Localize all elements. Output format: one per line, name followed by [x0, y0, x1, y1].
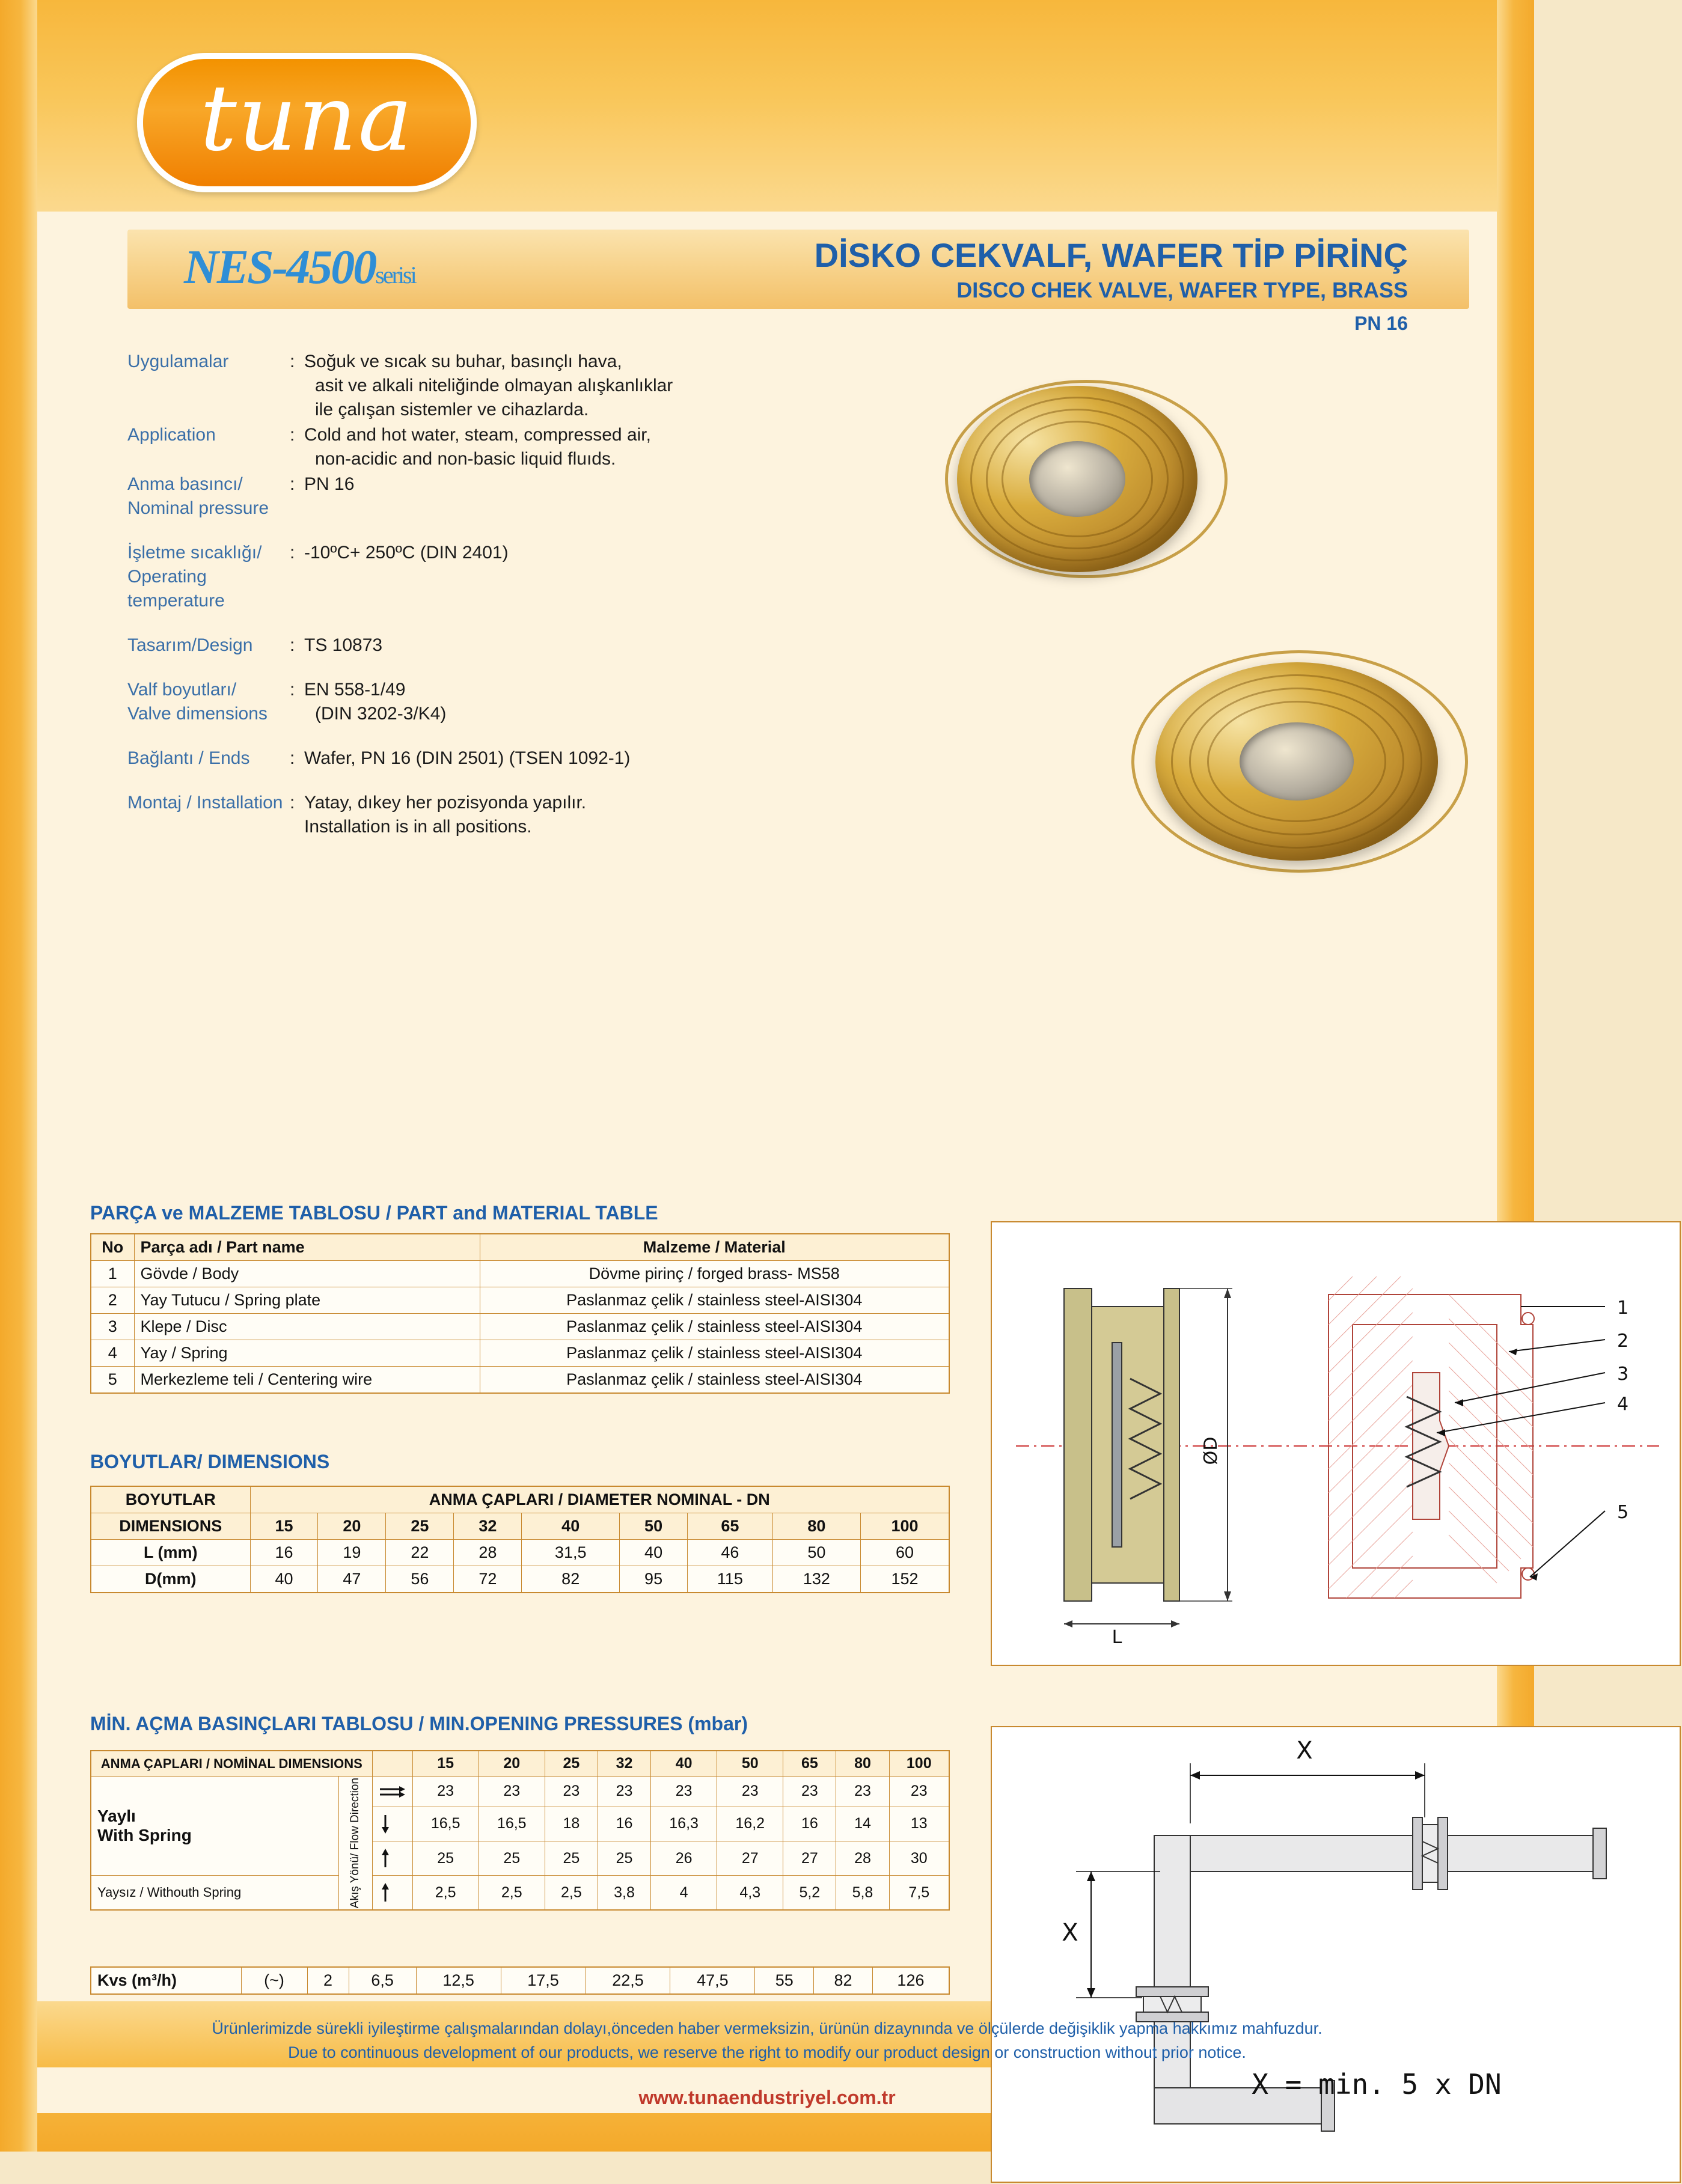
cell-value: 22,5 — [586, 1967, 670, 1994]
column-header-dn-span: ANMA ÇAPLARI / DIAMETER NOMINAL - DN — [250, 1486, 949, 1513]
cell-value: 27 — [717, 1841, 783, 1876]
spec-value-line: Cold and hot water, steam, compressed air, — [304, 425, 651, 445]
row-label-d: D(mm) — [91, 1566, 250, 1593]
specifications-list — [127, 350, 969, 843]
kvs-label: Kvs (m³/h) — [91, 1967, 241, 1994]
spec-colon: : — [290, 680, 295, 700]
spec-label: Application — [127, 425, 216, 445]
dimensions-table-title: BOYUTLAR/ DIMENSIONS — [90, 1451, 330, 1472]
cell-value: 115 — [688, 1566, 773, 1593]
cell-material: Dövme pirinç / forged brass- MS58 — [480, 1261, 949, 1287]
cell-value: 55 — [755, 1967, 814, 1994]
column-header-no: No — [91, 1234, 134, 1261]
cell-value: 16,5 — [412, 1807, 479, 1841]
table-header-row — [91, 1234, 949, 1261]
cell-value: 16,3 — [651, 1807, 717, 1841]
cell-value: 23 — [545, 1777, 598, 1807]
spec-value — [304, 423, 905, 471]
spec-value: Wafer, PN 16 (DIN 2501) (TSEN 1092-1) — [304, 748, 631, 768]
cell-value: 28 — [454, 1540, 522, 1566]
cell-value: 126 — [872, 1967, 949, 1994]
cell-part-name: Yay / Spring — [134, 1340, 480, 1367]
column-header-material: Malzeme / Material — [480, 1234, 949, 1261]
column-header-part-name: Parça adı / Part name — [134, 1234, 480, 1261]
cell-value: 46 — [688, 1540, 773, 1566]
spec-value-line: Soğuk ve sıcak su buhar, basınçlı hava, — [304, 352, 622, 371]
cell-value: 17,5 — [501, 1967, 586, 1994]
corner-label-dimensions: DIMENSIONS — [91, 1513, 250, 1540]
flow-label-line: Flow Direction — [349, 1778, 362, 1850]
table-row — [91, 1261, 949, 1287]
cell-value: 13 — [889, 1807, 949, 1841]
cell-no: 1 — [91, 1261, 134, 1287]
table-row — [91, 1314, 949, 1340]
cell-value: 40 — [620, 1540, 688, 1566]
valve-photo-small — [1155, 662, 1438, 861]
cell-dn: 20 — [479, 1751, 545, 1777]
logo-text: tuna — [200, 64, 414, 171]
cell-value: 16 — [250, 1540, 318, 1566]
cell-value: 2,5 — [412, 1876, 479, 1911]
cell-part-name: Klepe / Disc — [134, 1314, 480, 1340]
table-row — [91, 1876, 949, 1911]
group-label-line: With Spring — [97, 1826, 192, 1845]
spec-label: Uygulamalar — [127, 352, 229, 371]
cell-value: 23 — [412, 1777, 479, 1807]
cell-value: 4,3 — [717, 1876, 783, 1911]
cell-dn: 40 — [651, 1751, 717, 1777]
cell-value: 19 — [318, 1540, 386, 1566]
spec-colon: : — [290, 793, 295, 813]
cell-material: Paslanmaz çelik / stainless steel-AISI304 — [480, 1314, 949, 1340]
cell-no: 3 — [91, 1314, 134, 1340]
series-prefix: NES — [184, 241, 272, 294]
part-material-table — [90, 1233, 950, 1394]
min-opening-pressure-table — [90, 1750, 950, 1911]
product-title-en: DISCO CHEK VALVE, WAFER TYPE, BRASS — [956, 278, 1408, 302]
spacer-cell — [372, 1751, 412, 1777]
spec-label-line: Valf boyutları/ — [127, 680, 237, 700]
table-header-row — [91, 1486, 949, 1513]
cell-value: 82 — [814, 1967, 873, 1994]
svg-text:X: X — [1062, 1919, 1078, 1947]
cell-dn: 65 — [783, 1751, 836, 1777]
table-row — [91, 1340, 949, 1367]
cell-value: 7,5 — [889, 1876, 949, 1911]
svg-text:4: 4 — [1617, 1394, 1629, 1415]
cell-value: 60 — [860, 1540, 949, 1566]
cell-value: 25 — [479, 1841, 545, 1876]
cell-value: 47 — [318, 1566, 386, 1593]
cell-value: 31,5 — [522, 1540, 620, 1566]
cell-value: 82 — [522, 1566, 620, 1593]
spec-value-line: Yatay, dıkey her pozisyonda yapılır. — [304, 793, 587, 813]
row-label-l: L (mm) — [91, 1540, 250, 1566]
table-row — [91, 1967, 949, 1994]
cell-value: 72 — [454, 1566, 522, 1593]
cell-dn: 50 — [717, 1751, 783, 1777]
cell-part-name: Merkezleme teli / Centering wire — [134, 1367, 480, 1394]
cell-value: 23 — [598, 1777, 650, 1807]
cell-value: 132 — [772, 1566, 860, 1593]
cell-material: Paslanmaz çelik / stainless steel-AISI304 — [480, 1340, 949, 1367]
cell-value: 23 — [651, 1777, 717, 1807]
cell-material: Paslanmaz çelik / stainless steel-AISI304 — [480, 1287, 949, 1314]
arrow-up-icon — [372, 1876, 412, 1911]
spec-colon: : — [290, 748, 295, 768]
cell-no: 2 — [91, 1287, 134, 1314]
cell-value: 30 — [889, 1841, 949, 1876]
cell-dn: 100 — [860, 1513, 949, 1540]
cell-value: 4 — [651, 1876, 717, 1911]
spec-label: Bağlantı / Ends — [127, 748, 250, 768]
spec-row — [127, 633, 969, 657]
cell-dn: 15 — [412, 1751, 479, 1777]
spec-value-line: ile çalışan sistemler ve cihazlarda. — [315, 400, 589, 419]
cell-value: 16,2 — [717, 1807, 783, 1841]
cell-part-name: Gövde / Body — [134, 1261, 480, 1287]
cell-value: 23 — [479, 1777, 545, 1807]
spec-value-line: PN 16 — [304, 474, 355, 494]
spec-label-line: Valve dimensions — [127, 704, 268, 724]
table-row — [91, 1367, 949, 1394]
svg-text:2: 2 — [1617, 1331, 1629, 1352]
cell-dn: 25 — [545, 1751, 598, 1777]
flow-direction-label — [338, 1777, 372, 1911]
installation-distance-drawing — [991, 1726, 1681, 2183]
cell-value: 2,5 — [479, 1876, 545, 1911]
cell-value: 40 — [250, 1566, 318, 1593]
company-logo — [137, 53, 477, 192]
cell-dn: 80 — [836, 1751, 889, 1777]
table-row — [91, 1777, 949, 1807]
svg-text:ØD: ØD — [1200, 1436, 1222, 1465]
table-row — [91, 1566, 949, 1593]
svg-text:L: L — [1112, 1627, 1122, 1648]
kvs-table — [90, 1966, 950, 1995]
valve-disc — [1240, 722, 1354, 801]
product-photos — [933, 362, 1486, 933]
spec-colon: : — [290, 352, 295, 371]
spec-row — [127, 541, 969, 613]
cell-value: 152 — [860, 1566, 949, 1593]
arrow-down-icon — [372, 1807, 412, 1841]
cross-section-drawing — [991, 1221, 1681, 1666]
spec-value — [304, 541, 905, 565]
cell-value: 16 — [598, 1807, 650, 1841]
valve-photo-large — [957, 386, 1197, 572]
cell-value: 23 — [717, 1777, 783, 1807]
spec-value-line: (DIN 3202-3/K4) — [315, 704, 447, 724]
spec-row — [127, 472, 969, 520]
table-row — [91, 1540, 949, 1566]
cell-value: 12,5 — [416, 1967, 501, 1994]
svg-text:X = min. 5 x DN: X = min. 5 x DN — [1252, 2068, 1502, 2100]
cell-value: 23 — [783, 1777, 836, 1807]
cell-dn: 40 — [522, 1513, 620, 1540]
spec-label — [127, 472, 290, 520]
spec-colon: : — [290, 635, 295, 655]
footer-disclaimer-en: Due to continuous development of our products, we reserve the right to modify our product design or construction without prior notice. — [288, 2043, 1246, 2061]
cell-value: 27 — [783, 1841, 836, 1876]
spec-value-line: non-acidic and non-basic liquid fluıds. — [315, 449, 616, 469]
spec-label — [127, 541, 290, 613]
spec-label-line: Nominal pressure — [127, 498, 269, 518]
kvs-approx: (~) — [241, 1967, 307, 1994]
corner-label-boyutlar: BOYUTLAR — [91, 1486, 250, 1513]
cell-value: 28 — [836, 1841, 889, 1876]
cell-dn: 100 — [889, 1751, 949, 1777]
spec-value — [304, 472, 905, 496]
spec-label-line: İşletme sıcaklığı/ — [127, 543, 262, 563]
cell-value: 26 — [651, 1841, 717, 1876]
cell-dn: 80 — [772, 1513, 860, 1540]
table-header-row — [91, 1513, 949, 1540]
cell-dn: 25 — [386, 1513, 454, 1540]
pressure-table-title: MİN. AÇMA BASINÇLARI TABLOSU / MIN.OPENING PRESSURES (mbar) — [90, 1713, 748, 1734]
cell-dn: 32 — [598, 1751, 650, 1777]
cell-value: 56 — [386, 1566, 454, 1593]
cell-part-name: Yay Tutucu / Spring plate — [134, 1287, 480, 1314]
arrow-up-icon — [372, 1841, 412, 1876]
cell-value: 2 — [307, 1967, 349, 1994]
part-table-title: PARÇA ve MALZEME TABLOSU / PART and MATERIAL TABLE — [90, 1202, 658, 1224]
product-title-tr: DİSKO CEKVALF, WAFER TİP PİRİNÇ — [814, 236, 1408, 274]
spec-value — [304, 678, 905, 726]
cell-dn: 65 — [688, 1513, 773, 1540]
svg-text:1: 1 — [1617, 1298, 1629, 1319]
cell-dn: 32 — [454, 1513, 522, 1540]
footer-disclaimer-tr: Ürünlerimizde sürekli iyileştirme çalışmalarından dolayı,önceden haber vermeksizin, ürünün dizaynında ve ölçülerde değişiklik yapma hakkımız mahfuzdur. — [212, 2019, 1323, 2037]
spec-value-line: asit ve alkali niteliğinde olmayan alışkanlıklar — [315, 376, 673, 395]
cell-dn: 20 — [318, 1513, 386, 1540]
cell-no: 4 — [91, 1340, 134, 1367]
dimensions-table — [90, 1486, 950, 1593]
spec-row — [127, 423, 969, 471]
column-header-dn-label: ANMA ÇAPLARI / NOMİNAL DIMENSIONS — [91, 1751, 372, 1777]
cell-no: 5 — [91, 1367, 134, 1394]
cell-material: Paslanmaz çelik / stainless steel-AISI304 — [480, 1367, 949, 1394]
cell-value: 25 — [545, 1841, 598, 1876]
footer-website-link[interactable]: www.tunaendustriyel.com.tr — [638, 2087, 896, 2108]
arrow-right-icon — [372, 1777, 412, 1807]
spec-row — [127, 350, 969, 422]
cell-value: 3,8 — [598, 1876, 650, 1911]
cell-value: 5,8 — [836, 1876, 889, 1911]
svg-text:3: 3 — [1617, 1364, 1629, 1385]
cell-dn: 15 — [250, 1513, 318, 1540]
cell-value: 18 — [545, 1807, 598, 1841]
spec-value: TS 10873 — [304, 635, 383, 655]
series-suffix: serisi — [375, 261, 415, 288]
cell-value: 5,2 — [783, 1876, 836, 1911]
cell-value: 14 — [836, 1807, 889, 1841]
spec-label: Tasarım/Design — [127, 635, 253, 655]
table-header-row — [91, 1751, 949, 1777]
flow-label-line: Akış Yönü/ — [349, 1853, 362, 1909]
spec-value-line: Installation is in all positions. — [304, 817, 532, 837]
spec-value — [304, 791, 905, 839]
valve-disc — [1029, 441, 1125, 517]
cell-value: 16 — [783, 1807, 836, 1841]
spec-label — [127, 678, 290, 726]
svg-text:X: X — [1296, 1737, 1313, 1765]
svg-text:5: 5 — [1617, 1502, 1629, 1523]
spec-colon: : — [290, 543, 295, 563]
group-label-line: Yaylı — [97, 1807, 136, 1826]
cell-value: 50 — [772, 1540, 860, 1566]
cell-value: 22 — [386, 1540, 454, 1566]
spec-row — [127, 678, 969, 726]
spec-label-line: Anma basıncı/ — [127, 474, 243, 494]
spec-value — [304, 350, 905, 422]
spec-label-line: Operating temperature — [127, 567, 225, 611]
cell-value: 25 — [412, 1841, 479, 1876]
series-logo — [184, 240, 415, 295]
cell-value: 25 — [598, 1841, 650, 1876]
spec-row — [127, 746, 969, 770]
group-label-without-spring: Yaysız / Withouth Spring — [91, 1876, 338, 1911]
cell-dn: 50 — [620, 1513, 688, 1540]
cell-value: 23 — [889, 1777, 949, 1807]
cell-value: 95 — [620, 1566, 688, 1593]
group-label-with-spring — [91, 1777, 338, 1876]
spec-label: Montaj / Installation — [127, 793, 283, 813]
spec-row — [127, 791, 969, 839]
table-row — [91, 1287, 949, 1314]
series-number: -4500 — [272, 241, 376, 294]
left-orange-strip — [0, 0, 37, 2152]
spec-value-line: -10ºC+ 250ºC (DIN 2401) — [304, 543, 509, 563]
spec-value-line: EN 558-1/49 — [304, 680, 406, 700]
cell-value: 6,5 — [349, 1967, 416, 1994]
pressure-rating-badge: PN 16 — [1354, 313, 1408, 334]
cell-value: 23 — [836, 1777, 889, 1807]
cell-value: 16,5 — [479, 1807, 545, 1841]
spec-colon: : — [290, 474, 295, 494]
spec-colon: : — [290, 425, 295, 445]
cell-value: 2,5 — [545, 1876, 598, 1911]
cell-value: 47,5 — [670, 1967, 755, 1994]
